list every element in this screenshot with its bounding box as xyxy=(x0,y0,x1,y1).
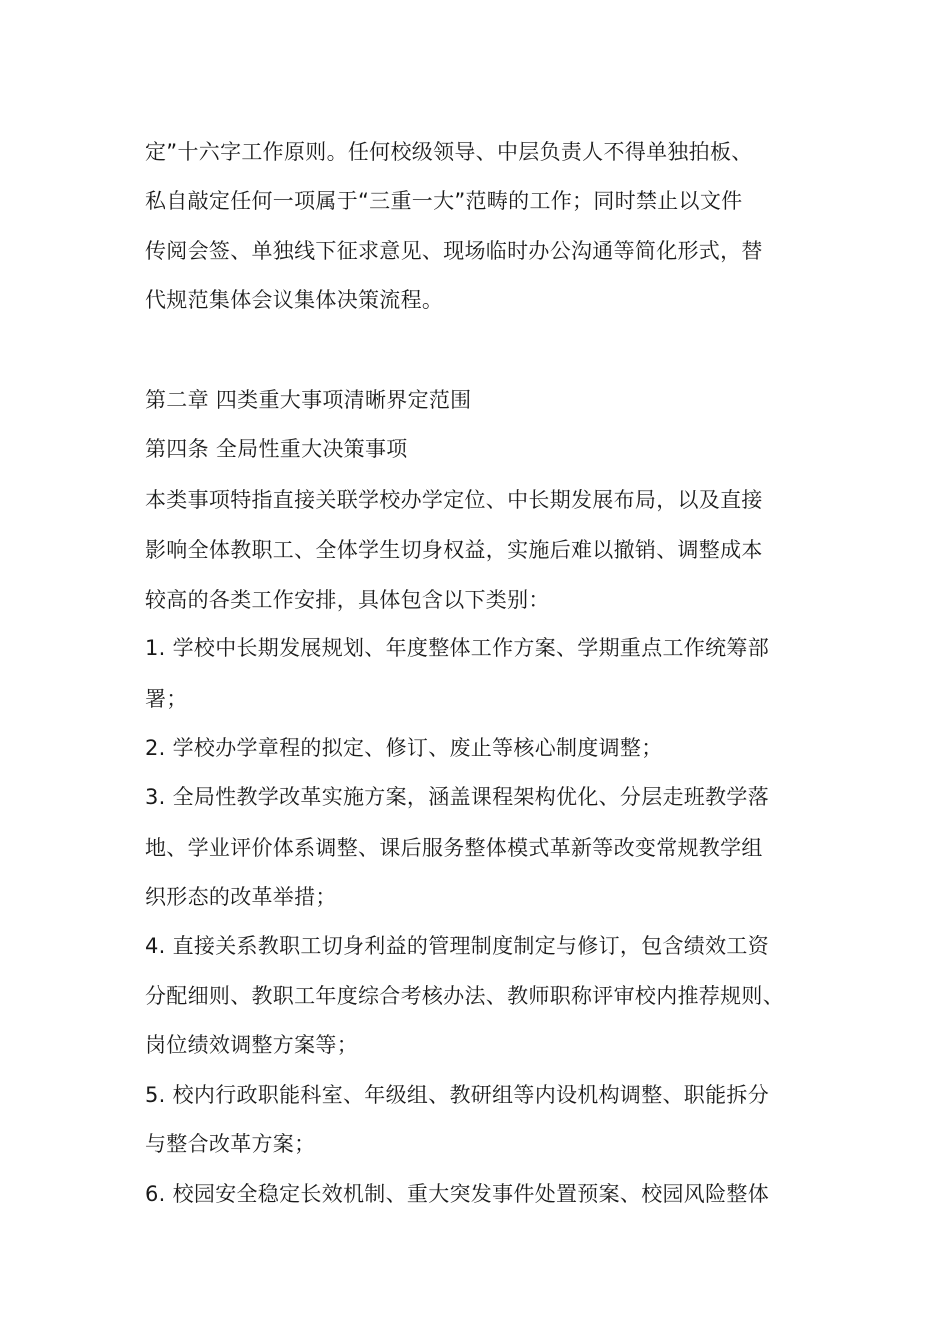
list-item: 1. 学校中长期发展规划、年度整体工作方案、学期重点工作统筹部 xyxy=(145,636,770,660)
text-line: 本类事项特指直接关联学校办学定位、中长期发展布局，以及直接 xyxy=(145,488,763,512)
list-item: 2. 学校办学章程的拟定、修订、废止等核心制度调整； xyxy=(145,736,663,760)
list-item: 3. 全局性教学改革实施方案，涵盖课程架构优化、分层走班教学落 xyxy=(145,785,770,809)
text-line: 传阅会签、单独线下征求意见、现场临时办公沟通等简化形式，替 xyxy=(145,239,763,263)
text-line: 影响全体教职工、全体学生切身权益，实施后难以撤销、调整成本 xyxy=(145,538,763,562)
text-line: 代规范集体会议集体决策流程。 xyxy=(145,288,444,312)
article-heading: 第四条 全局性重大决策事项 xyxy=(145,437,408,461)
list-item-continuation: 织形态的改革举措； xyxy=(145,885,337,909)
chapter-heading: 第二章 四类重大事项清晰界定范围 xyxy=(145,388,472,412)
list-item-continuation: 署； xyxy=(145,687,188,711)
text-line: 定”十六字工作原则。任何校级领导、中层负责人不得单独拍板、 xyxy=(145,140,753,164)
list-item-continuation: 地、学业评价体系调整、课后服务整体模式革新等改变常规教学组 xyxy=(145,836,763,860)
list-item: 5. 校内行政职能科室、年级组、教研组等内设机构调整、职能拆分 xyxy=(145,1083,770,1107)
list-item-continuation: 分配细则、教职工年度综合考核办法、教师职称评审校内推荐规则、 xyxy=(145,984,784,1008)
list-item: 4. 直接关系教职工切身利益的管理制度制定与修订，包含绩效工资 xyxy=(145,934,770,958)
text-line: 较高的各类工作安排，具体包含以下类别： xyxy=(145,588,550,612)
list-item-continuation: 与整合改革方案； xyxy=(145,1132,316,1156)
list-item: 6. 校园安全稳定长效机制、重大突发事件处置预案、校园风险整体 xyxy=(145,1182,770,1206)
text-line: 私自敲定任何一项属于“三重一大”范畴的工作；同时禁止以文件 xyxy=(145,189,743,213)
list-item-continuation: 岗位绩效调整方案等； xyxy=(145,1033,358,1057)
